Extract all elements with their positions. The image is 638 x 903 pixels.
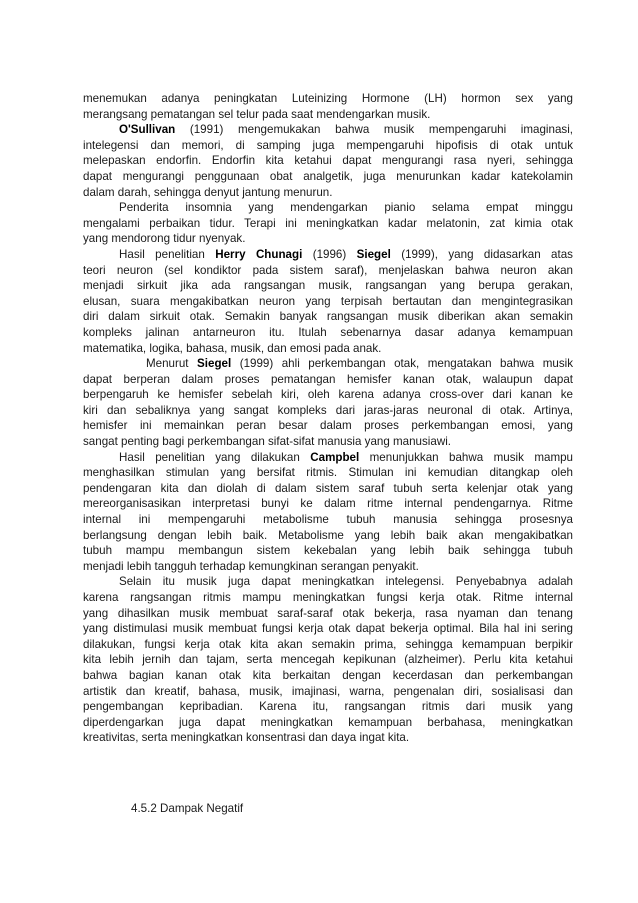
text-fragment: Hasil penelitian yang dilakukan <box>119 450 311 464</box>
paragraph-5 <box>83 356 573 450</box>
text-line: kreativitas, serta meningkatkan konsentrasi dan daya ingat kita. <box>83 731 410 745</box>
text-line: elusan, suara mengakibatkan neuron yang terpisah bertautan dan mengintegrasikan <box>83 294 573 308</box>
text-line: menjadi sirkuit jika ada rangsangan musik, rangsangan yang berupa gerakan, <box>83 279 573 293</box>
text-line <box>83 247 573 263</box>
text-line: tubuh mampu membangun sistem kekebalan yang lebih baik sehingga tubuh <box>83 544 573 558</box>
author-name: Herry Chunagi <box>215 247 303 261</box>
paragraph-3 <box>83 200 573 247</box>
text-line: Penderita insomnia yang mendengarkan pianio selama empat minggu <box>119 201 573 215</box>
text-line: kompleks jalinan antarneuron itu. Itulah sebenarnya dasar adanya kemampuan <box>83 325 573 339</box>
text-line: yang dihasilkan musik membuat saraf-saraf otak bekerja, rasa nyaman dan tenang <box>83 606 573 620</box>
text-line: dapat berperan dalam proses pematangan hemisfer kanan otak, walaupun dapat <box>83 372 573 386</box>
text-line: kita lebih jernih dan tajam, serta mencegah kepikunan (alzheimer). Perlu kita ketahui <box>83 653 573 667</box>
paragraph-4 <box>83 247 573 356</box>
text-line: dapat mengurangi penggunaan obat analgetik, juga menurunkan kadar katekolamin <box>83 169 573 183</box>
text-fragment: (1996) <box>302 247 357 261</box>
text-fragment: Hasil penelitian <box>119 247 216 261</box>
paragraph-1 <box>83 91 573 122</box>
text-line: artistik dan kreatif, bahasa, musik, imajinasi, warna, pengenalan diri, sosialisasi dan <box>83 684 573 698</box>
text-fragment: (1999) ahli perkembangan otak, mengatakan bahwa musik <box>231 357 573 371</box>
paragraph-6 <box>83 450 573 575</box>
body-text <box>83 91 573 746</box>
text-line <box>83 450 573 466</box>
paragraph-2 <box>83 122 573 200</box>
text-line: dilakukan, fungsi kerja otak kita akan semakin prima, sehingga kemampuan berpikir <box>83 637 573 651</box>
text-line: karena rangsangan ritmis mampu meningkatkan fungsi kerja otak. Ritme internal <box>83 591 573 604</box>
author-name: O'Sullivan <box>119 123 176 137</box>
author-name: Siegel <box>197 357 232 371</box>
text-fragment: Menurut <box>146 357 198 371</box>
text-line: mereorganisasikan interpretasi bunyi ke dalam ritme internal pendengarnya. Ritme <box>83 497 573 511</box>
text-fragment: (1999), yang didasarkan atas <box>390 247 573 261</box>
text-line: mengalami perbaikan tidur. Terapi ini meningkatkan kadar melatonin, zat kimia otak <box>83 216 573 230</box>
text-line: diperdengarkan juga dapat meningkatkan kemampuan berbahasa, meningkatkan <box>83 715 573 729</box>
text-line: menjadi lebih tangguh terhadap kemungkinan serangan penyakit. <box>83 559 419 573</box>
text-line: dalam darah, sehingga denyut jantung menurun. <box>83 185 333 199</box>
text-line: berpengaruh ke hemisfer sebelah kiri, oleh karena adanya cross-over dari kanan ke <box>83 388 573 402</box>
paragraph-7 <box>83 574 573 746</box>
text-line: diri dalam sirkuit otak. Semakin banyak rangsangan musik diberikan akan semakin <box>83 310 573 324</box>
text-line: pengembangan kepribadian. Karena itu, rangsangan ritmis dari musik yang <box>83 700 573 714</box>
text-line: yang distimulasi musik membuat fungsi kerja otak dapat bekerja optimal. Bila hal ini sering <box>83 622 573 636</box>
text-line: bahwa bagian kanan otak kita berkaitan dengan kecerdasan dan perkembangan <box>83 668 573 682</box>
text-line: yang mendorong tidur nyenyak. <box>83 232 246 246</box>
author-name: Campbel <box>310 450 360 464</box>
text-line <box>83 122 573 138</box>
text-line: menghasilkan stimulan yang bersifat ritmis. Stimulan ini kemudian ditangkap oleh <box>83 466 573 480</box>
text-line <box>83 356 573 372</box>
text-line: melepaskan endorfin. Endorfin kita ketahui dapat mengurangi rasa nyeri, sehingga <box>83 154 573 168</box>
text-line: teori neuron (sel kondiktor pada sistem saraf), menjelaskan bahwa neuron akan <box>83 263 573 277</box>
author-name: Siegel <box>356 247 391 261</box>
text-line: intelegensi dan memori, di samping juga mempengaruhi hipofisis di otak untuk <box>83 138 573 152</box>
text-line: menemukan adanya peningkatan Luteinizing Hormone (LH) hormon sex yang <box>83 92 573 105</box>
text-line: kiri dan sebaliknya yang sangat kompleks dari jaras-jaras neuronal di otak. Artinya, <box>83 403 573 417</box>
text-line: Selain itu musik juga dapat meningkatkan intelegensi. Penyebabnya adalah <box>119 575 573 589</box>
text-fragment: menunjukkan bahwa musik mampu <box>359 450 573 464</box>
text-line: pendengaran kita dan diolah di dalam sistem saraf tubuh serta kelenjar otak yang <box>83 481 573 495</box>
text-line: sangat penting bagi perkembangan sifat-sifat manusia yang manusiawi. <box>83 435 451 449</box>
text-fragment: (1991) mengemukakan bahwa musik mempengaruhi imaginasi, <box>175 123 573 137</box>
section-heading: 4.5.2 Dampak Negatif <box>131 802 244 815</box>
text-line: berlangsung dengan lebih baik. Metabolisme yang lebih baik akan mengakibatkan <box>83 528 573 542</box>
text-line: hemisfer ini memainkan peran besar dalam proses perkembangan emosi, yang <box>83 419 573 433</box>
text-line: internal ini mempengaruhi metabolisme tubuh manusia sehingga prosesnya <box>83 513 573 527</box>
text-line: matematika, logika, bahasa, musik, dan emosi pada anak. <box>83 341 382 355</box>
text-line: merangsang pematangan sel telur pada saat mendengarkan musik. <box>83 107 431 121</box>
